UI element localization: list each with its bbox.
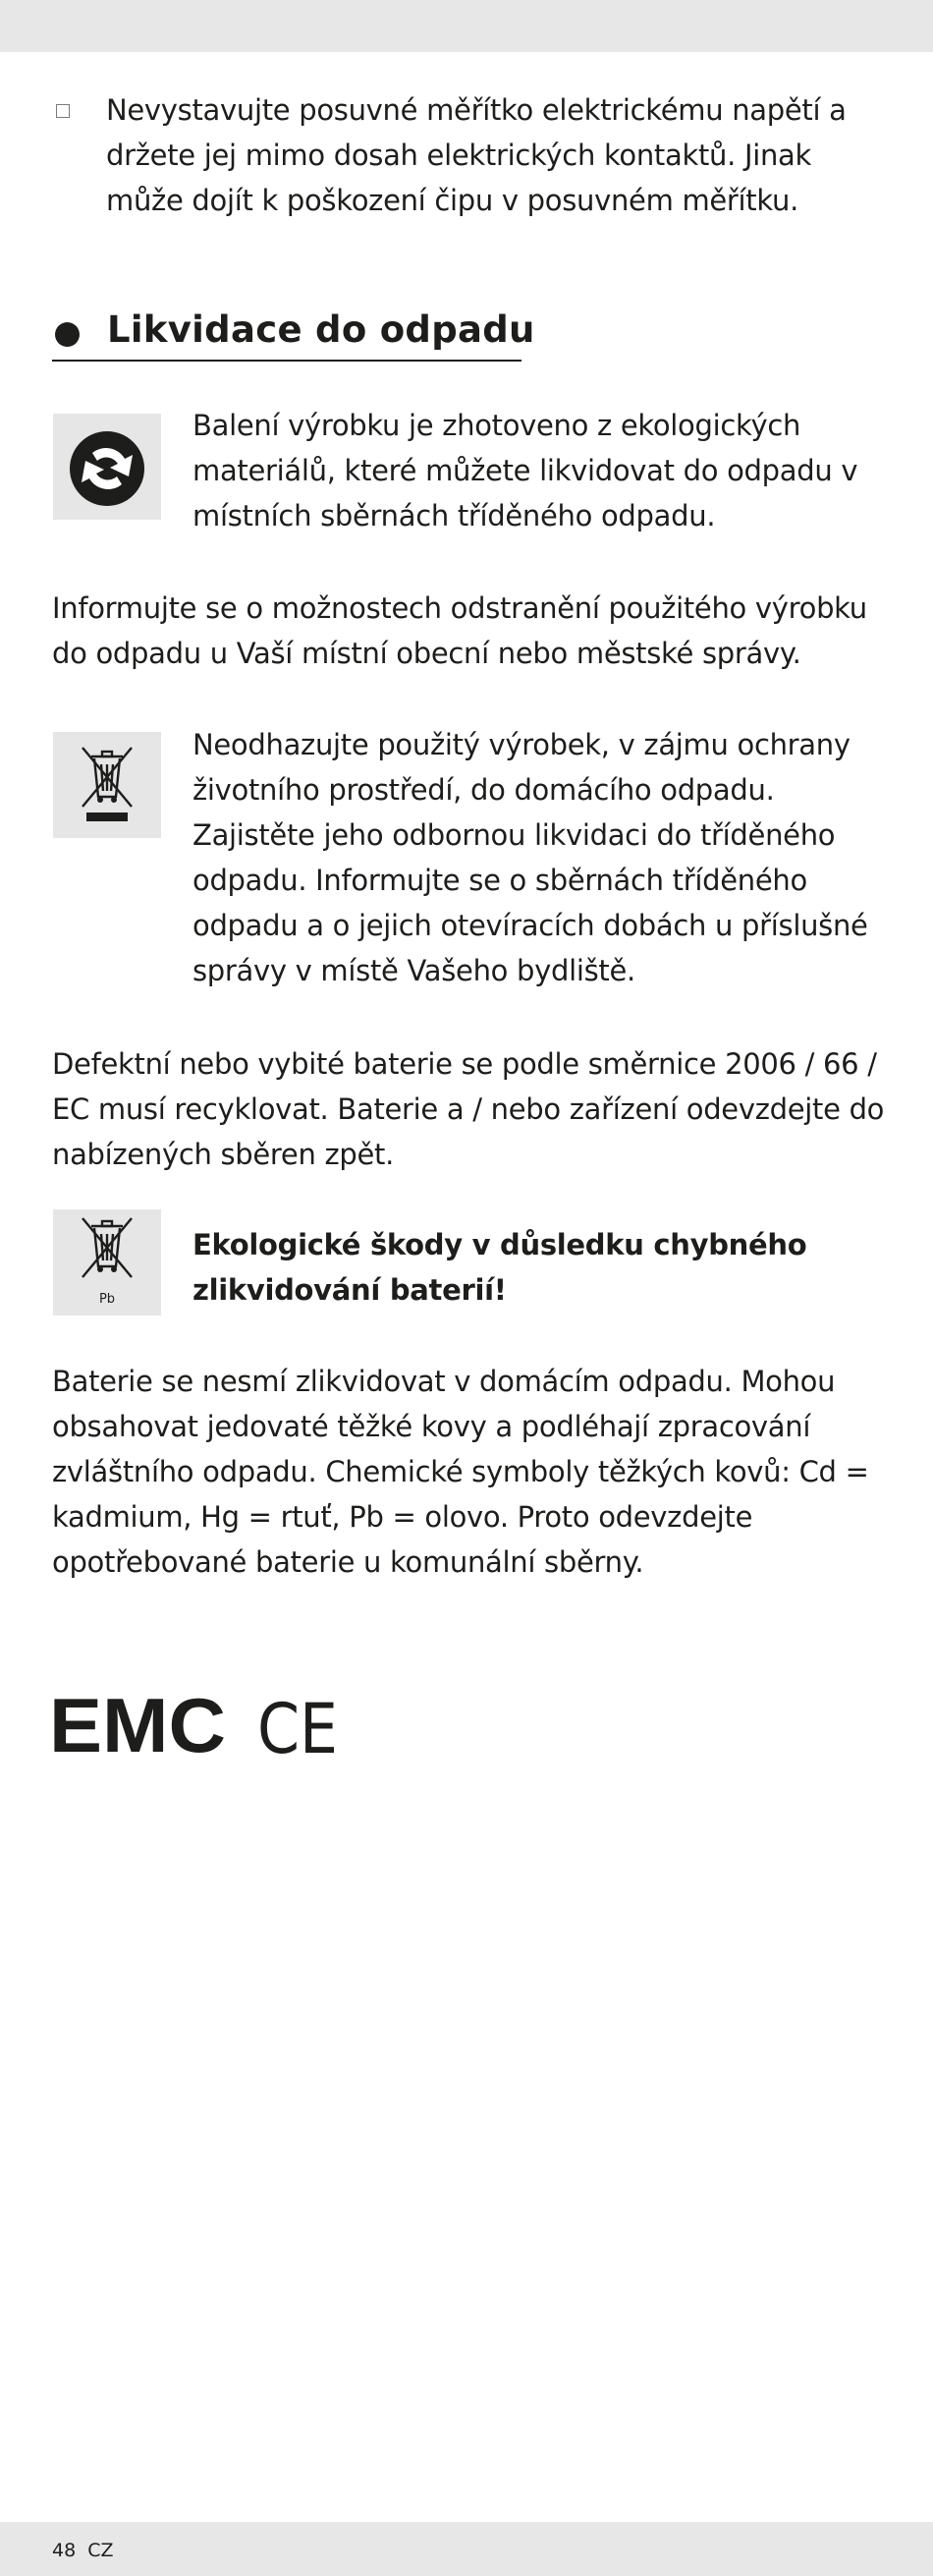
page-footer: [52, 2540, 114, 2561]
weee-disposal-text: Neodhazujte použitý výrobek, v zájmu ochrany životního prostředí, do domácího odpadu. Zajistěte jeho odbornou likvidaci do tříděného odpadu. Informujte se o sběrnách tříděného odpadu a o jejich otevíracích dobách u příslušné správy v místě Vašeho bydliště.: [192, 728, 868, 987]
emc-mark: EMC: [49, 1685, 226, 1764]
disposal-info-text: Informujte se o možnostech odstranění použitého výrobku do odpadu u Vaší místní obecní nebo městské správy.: [52, 591, 867, 670]
top-bar: [0, 0, 933, 52]
footer-bar: [0, 2522, 933, 2576]
bullet-square-icon: [56, 104, 70, 118]
battery-disposal-text: Baterie se nesmí zlikvidovat v domácím odpadu. Mohou obsahovat jedovaté těžké kovy a podléhají zpracování zvláštního odpadu. Chemické symboly těžkých kovů: Cd = kadmium, Hg = rtuť, Pb = olovo. Proto odevzdejte opotřebované baterie u komunální sběrny.: [52, 1365, 869, 1579]
section-heading-text: Likvidace do odpadu: [107, 308, 535, 351]
battery-bin-icon: [53, 1209, 161, 1316]
language-code: CZ: [87, 2540, 114, 2561]
ce-mark: CE: [257, 1689, 338, 1764]
battery-warning-heading: Ekologické škody v důsledku chybného zlikvidování baterií!: [192, 1228, 807, 1307]
battery-directive-text: Defektní nebo vybité baterie se podle směrnice 2006 / 66 / EC musí recyklovat. Baterie a / nebo zařízení odevzdejte do nabízených sběren zpět.: [52, 1047, 885, 1171]
section-heading: [52, 305, 535, 362]
green-dot-recycling-icon: [53, 414, 161, 520]
bullet-item-text: Nevystavujte posuvné měřítko elektrickému napětí a držete jej mimo dosah elektrických kontaktů. Jinak může dojít k poškození čipu v posuvném měřítku.: [106, 93, 847, 217]
heading-bullet-icon: [55, 322, 80, 347]
packaging-text: Balení výrobku je zhotoveno z ekologických materiálů, které můžete likvidovat do odpadu v místních sběrnách tříděného odpadu.: [192, 409, 858, 532]
emc-ce-marks: [49, 1685, 363, 1767]
battery-icon-label: Pb: [98, 1292, 116, 1307]
crossed-bin-icon: [53, 732, 161, 838]
page-number: 48: [52, 2540, 77, 2561]
